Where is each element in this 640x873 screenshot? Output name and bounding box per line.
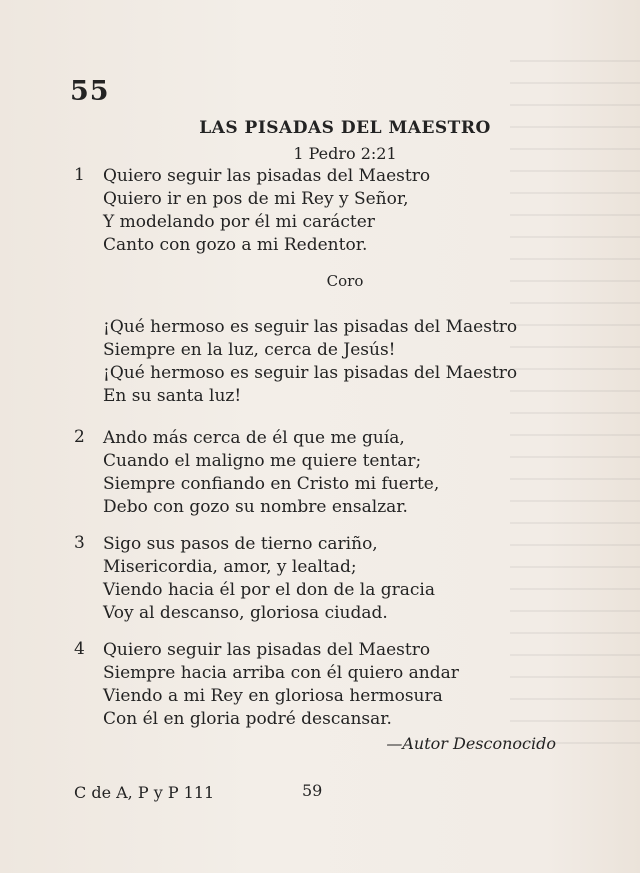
chorus-line: En su santa luz! [103, 386, 242, 406]
verse-line: Sigo sus pasos de tierno cariño, [103, 534, 378, 554]
verse-line: Viendo hacia él por el don de la gracia [103, 580, 436, 600]
verse-line: Cuando el maligno me quiere tentar; [103, 451, 422, 471]
chorus-line: Siempre en la luz, cerca de Jesús! [103, 340, 396, 360]
verse-line: Quiero seguir las pisadas del Maestro [103, 166, 431, 186]
verse-line: Quiero seguir las pisadas del Maestro [103, 640, 431, 660]
hymn-number: 55 [70, 76, 110, 107]
verse-2 [74, 427, 439, 519]
scripture-reference: 1 Pedro 2:21 [293, 144, 397, 163]
chorus-label: Coro [326, 272, 364, 290]
verse-line: Misericordia, amor, y lealtad; [103, 557, 357, 577]
footer-reference: C de A, P y P 111 [74, 783, 215, 802]
bleed-through-texture [510, 60, 640, 760]
verse-number: 3 [74, 533, 85, 553]
verse-number: 4 [74, 639, 85, 659]
verse-number: 2 [74, 427, 85, 447]
verse-line: Y modelando por él mi carácter [103, 212, 375, 232]
verse-line: Ando más cerca de él que me guía, [103, 428, 405, 448]
author-credit: —Autor Desconocido [386, 734, 556, 753]
chorus [74, 316, 517, 408]
verse-4 [74, 639, 459, 731]
page-number: 59 [302, 781, 323, 800]
chorus-line: ¡Qué hermoso es seguir las pisadas del Maestro [103, 317, 518, 337]
verse-line: Debo con gozo su nombre ensalzar. [103, 497, 408, 517]
verse-line: Siempre confiando en Cristo mi fuerte, [103, 474, 440, 494]
verse-1 [74, 165, 430, 257]
verse-line: Viendo a mi Rey en gloriosa hermosura [103, 686, 443, 706]
verse-line: Con él en gloria podré descansar. [103, 709, 392, 729]
hymn-title: LAS PISADAS DEL MAESTRO [199, 118, 491, 138]
verse-3 [74, 533, 435, 625]
verse-line: Canto con gozo a mi Redentor. [103, 235, 368, 255]
verse-line: Quiero ir en pos de mi Rey y Señor, [103, 189, 409, 209]
verse-number: 1 [74, 165, 85, 185]
chorus-line: ¡Qué hermoso es seguir las pisadas del Maestro [103, 363, 518, 383]
verse-line: Voy al descanso, gloriosa ciudad. [103, 603, 388, 623]
verse-line: Siempre hacia arriba con él quiero andar [103, 663, 459, 683]
